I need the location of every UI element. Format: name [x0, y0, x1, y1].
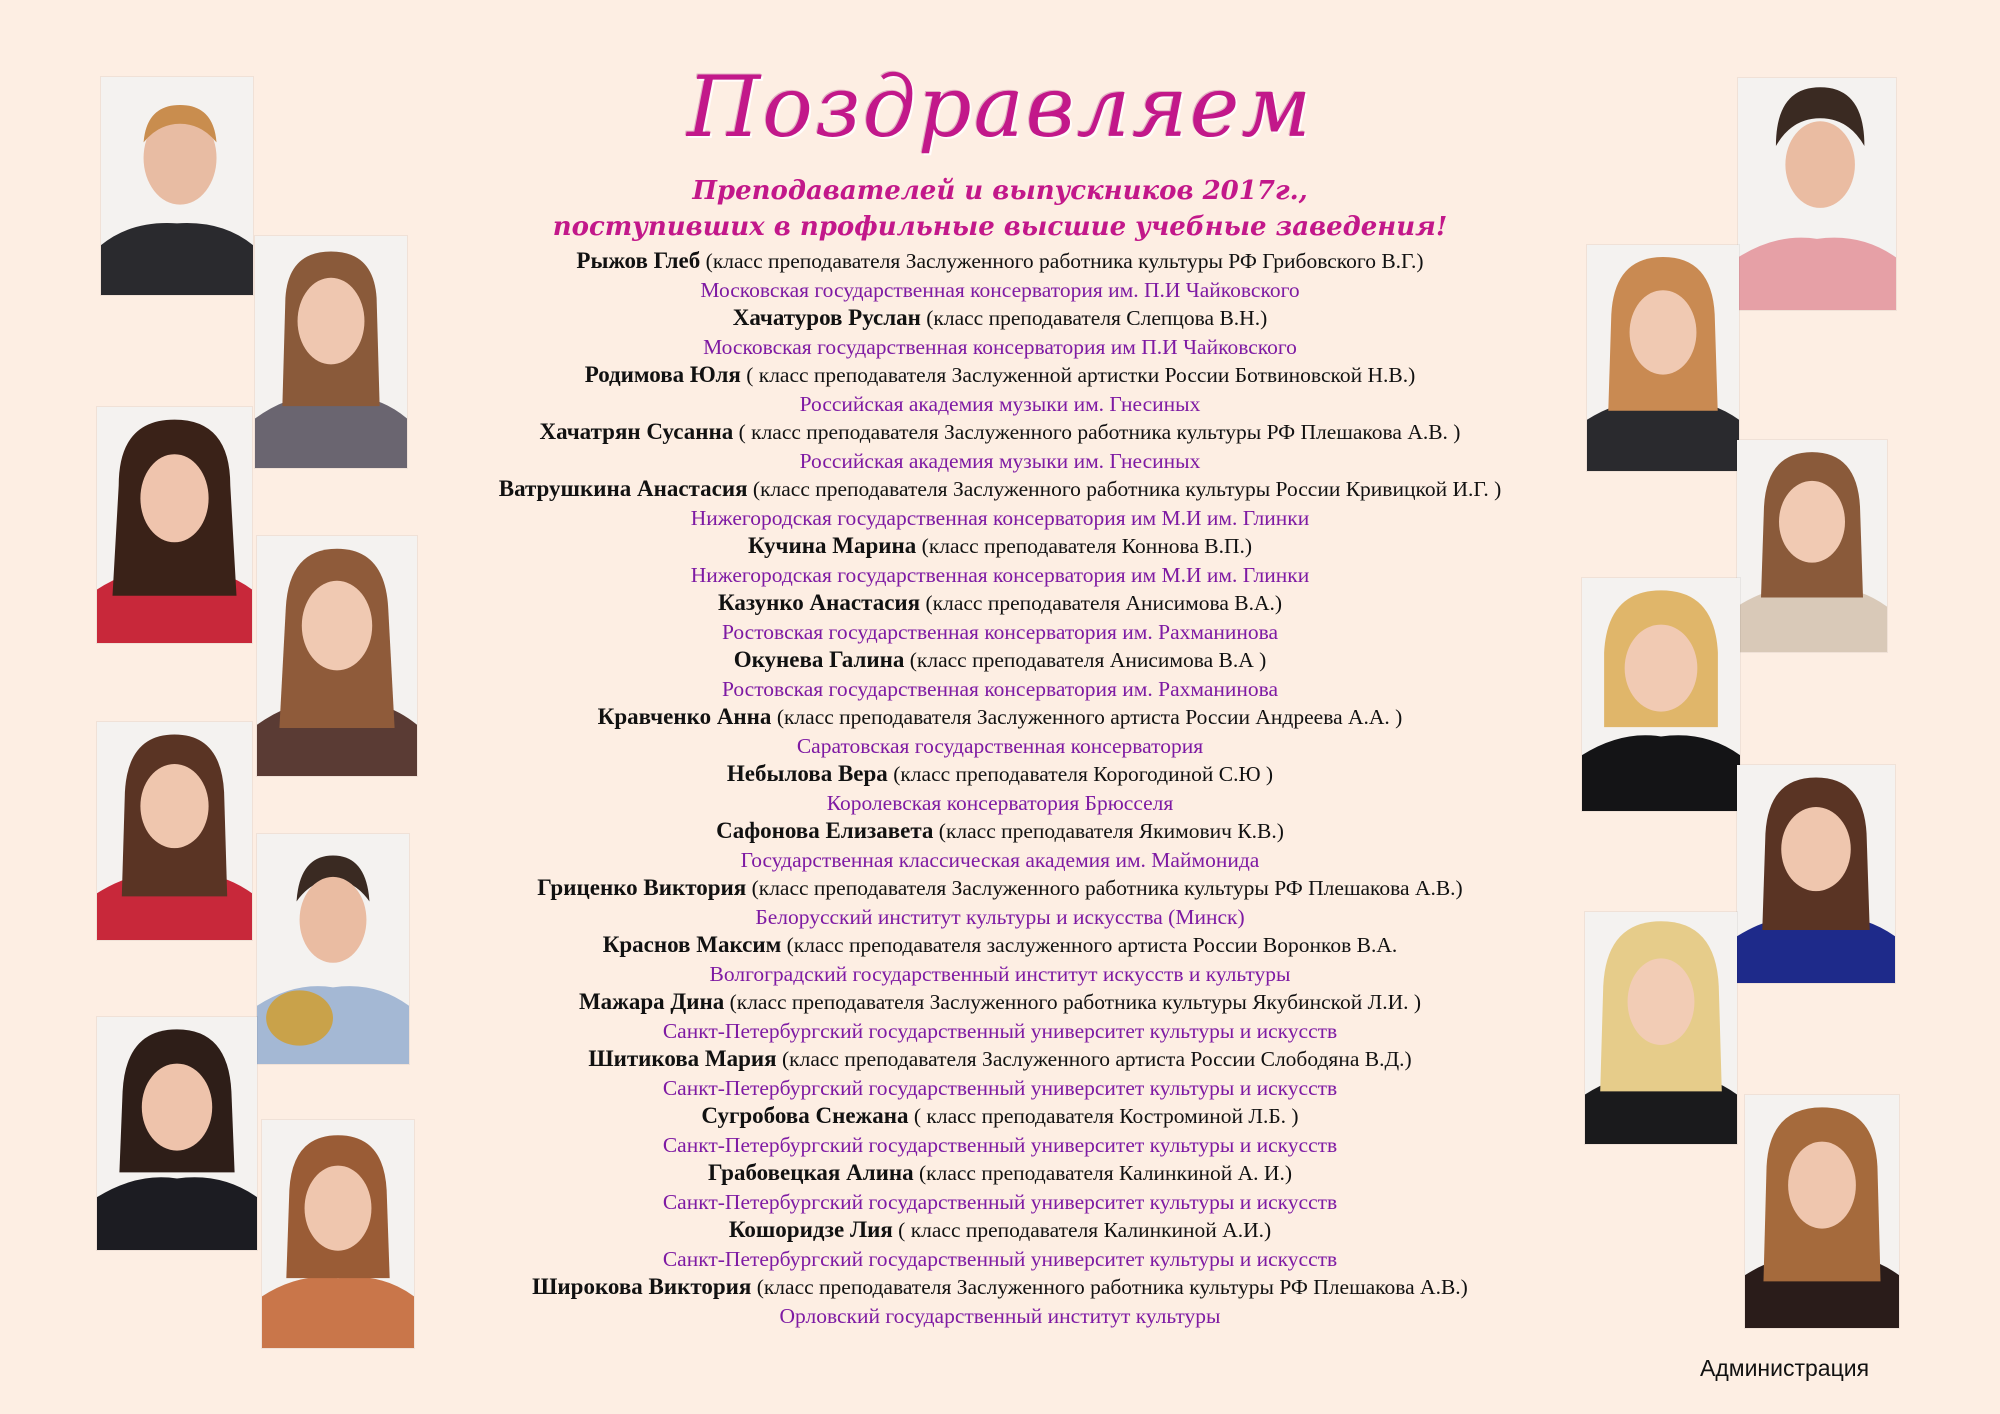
- graduate-school: Ростовская государственная консерватория им. Рахманинова: [721, 619, 1279, 644]
- graduate-school: Саратовская государственная консерватория: [796, 733, 1204, 758]
- portrait-photo: [255, 236, 407, 468]
- portrait-photo: [1585, 912, 1737, 1144]
- portrait-photo: [1587, 245, 1739, 471]
- graduate-school: Государственная классическая академия им. Маймонида: [740, 847, 1260, 872]
- graduate-list: [350, 247, 1650, 1330]
- graduate-school: Орловский государственный институт культуры: [779, 1303, 1221, 1328]
- graduate-entry: [350, 247, 1650, 304]
- graduate-teacher: (класс преподавателя заслуженного артиста России Воронков В.А.: [781, 933, 1398, 957]
- signature: Администрация: [1700, 1355, 1870, 1381]
- poster-title: Поздравляем: [686, 58, 1314, 156]
- graduate-name: Шитикова Мария: [588, 1046, 777, 1071]
- graduate-name: Гриценко Виктория: [537, 875, 747, 900]
- graduate-school: Московская государственная консерватория им П.И Чайковского: [703, 334, 1297, 359]
- graduate-name: Сугробова Снежана: [701, 1103, 909, 1128]
- graduate-name: Широкова Виктория: [532, 1274, 752, 1299]
- graduate-school: Санкт-Петербургский государственный университет культуры и искусств: [662, 1246, 1338, 1271]
- graduate-school: Санкт-Петербургский государственный университет культуры и искусств: [662, 1189, 1338, 1214]
- graduate-school: Санкт-Петербургский государственный университет культуры и искусств: [662, 1018, 1338, 1043]
- graduate-entry: [350, 304, 1650, 361]
- graduate-entry: [350, 532, 1650, 589]
- portrait-photo: [1738, 78, 1896, 310]
- graduate-teacher: (класс преподавателя Коннова В.П.): [916, 534, 1253, 558]
- graduate-school: Королевская консерватория Брюсселя: [826, 790, 1174, 815]
- graduate-entry: [350, 1159, 1650, 1216]
- graduate-entry: [350, 988, 1650, 1045]
- graduate-school: Санкт-Петербургский государственный университет культуры и искусств: [662, 1075, 1338, 1100]
- graduate-school: Нижегородская государственная консерватория им М.И им. Глинки: [690, 562, 1310, 587]
- graduate-school: Московская государственная консерватория им. П.И Чайковского: [700, 277, 1300, 302]
- graduate-teacher: ( класс преподавателя Костроминой Л.Б. ): [908, 1104, 1299, 1128]
- graduate-entry: [350, 874, 1650, 931]
- graduate-name: Хачатрян Сусанна: [539, 419, 734, 444]
- graduate-teacher: (класс преподавателя Анисимова В.А.): [920, 591, 1283, 615]
- graduate-teacher: (класс преподавателя Заслуженного работника культуры РФ Плешакова А.В.): [751, 1275, 1468, 1299]
- graduate-entry: [350, 760, 1650, 817]
- portrait-photo: [1582, 578, 1740, 811]
- graduate-name: Сафонова Елизавета: [716, 818, 934, 843]
- graduate-teacher: ( класс преподавателя Заслуженного работника культуры РФ Плешакова А.В. ): [733, 420, 1461, 444]
- graduate-teacher: (класс преподавателя Заслуженного артиста России Андреева А.А. ): [771, 705, 1403, 729]
- graduate-school: Санкт-Петербургский государственный университет культуры и искусств: [662, 1132, 1338, 1157]
- graduate-entry: [350, 1045, 1650, 1102]
- graduate-teacher: (класс преподавателя Заслуженного артиста России Слободяна В.Д.): [776, 1047, 1412, 1071]
- portrait-photo: [97, 1017, 257, 1250]
- graduate-school: Волгоградский государственный институт искусств и культуры: [709, 961, 1291, 986]
- graduate-entry: [350, 589, 1650, 646]
- graduate-name: Краснов Максим: [602, 932, 782, 957]
- graduate-entry: [350, 1216, 1650, 1273]
- graduate-entry: [350, 817, 1650, 874]
- portrait-photo: [257, 834, 409, 1064]
- graduate-entry: [350, 646, 1650, 703]
- portrait-photo: [97, 722, 252, 940]
- graduate-entry: [350, 1102, 1650, 1159]
- portrait-photo: [97, 407, 252, 643]
- portrait-photo: [1737, 440, 1887, 652]
- poster-subtitle-line1: Преподавателей и выпускников 2017г.,: [692, 176, 1308, 206]
- graduate-entry: [350, 361, 1650, 418]
- graduate-name: Родимова Юля: [584, 362, 741, 387]
- portrait-photo: [101, 77, 253, 295]
- graduate-entry: [350, 703, 1650, 760]
- graduate-entry: [350, 475, 1650, 532]
- graduate-school: Ростовская государственная консерватория им. Рахманинова: [721, 676, 1279, 701]
- graduate-name: Хачатуров Руслан: [732, 305, 921, 330]
- graduate-teacher: (класс преподавателя Заслуженного работника культуры России Кривицкой И.Г. ): [747, 477, 1502, 501]
- portrait-photo: [257, 536, 417, 776]
- graduate-entry: [350, 418, 1650, 475]
- graduate-teacher: (класс преподавателя Заслуженного работника культуры Якубинской Л.И. ): [724, 990, 1422, 1014]
- graduate-name: Рыжов Глеб: [576, 248, 701, 273]
- graduate-school: Российская академия музыки им. Гнесиных: [799, 391, 1201, 416]
- graduate-school: Нижегородская государственная консерватория им М.И им. Глинки: [690, 505, 1310, 530]
- portrait-photo: [262, 1120, 414, 1348]
- graduate-teacher: (класс преподавателя Корогодиной С.Ю ): [887, 762, 1274, 786]
- portrait-photo: [1745, 1095, 1899, 1328]
- portrait-photo: [1737, 765, 1895, 983]
- graduate-teacher: ( класс преподавателя Калинкиной А.И.): [892, 1218, 1272, 1242]
- graduate-teacher: (класс преподавателя Калинкиной А. И.): [913, 1161, 1292, 1185]
- graduate-school: Российская академия музыки им. Гнесиных: [799, 448, 1201, 473]
- graduate-teacher: (класс преподавателя Анисимова В.А ): [904, 648, 1267, 672]
- graduate-teacher: ( класс преподавателя Заслуженной артистки России Ботвиновской Н.В.): [740, 363, 1416, 387]
- graduate-teacher: (класс преподавателя Заслуженного работника культуры РФ Грибовского В.Г.): [700, 249, 1424, 273]
- graduate-name: Кравченко Анна: [597, 704, 772, 729]
- graduate-name: Кучина Марина: [747, 533, 917, 558]
- graduate-entry: [350, 1273, 1650, 1330]
- graduate-teacher: (класс преподавателя Якимович К.В.): [933, 819, 1284, 843]
- graduate-entry: [350, 931, 1650, 988]
- graduate-name: Небылова Вера: [726, 761, 888, 786]
- graduate-name: Кошоридзе Лия: [728, 1217, 893, 1242]
- graduate-teacher: (класс преподавателя Слепцова В.Н.): [920, 306, 1268, 330]
- graduate-name: Грабовецкая Алина: [708, 1160, 914, 1185]
- graduate-school: Белорусский институт культуры и искусства (Минск): [755, 904, 1245, 929]
- graduate-name: Ватрушкина Анастасия: [498, 476, 748, 501]
- poster-subtitle-line2: поступивших в профильные высшие учебные заведения!: [552, 212, 1448, 242]
- graduate-teacher: (класс преподавателя Заслуженного работника культуры РФ Плешакова А.В.): [746, 876, 1463, 900]
- graduate-name: Окунева Галина: [733, 647, 905, 672]
- graduate-name: Казунко Анастасия: [717, 590, 921, 615]
- graduate-name: Мажара Дина: [578, 989, 725, 1014]
